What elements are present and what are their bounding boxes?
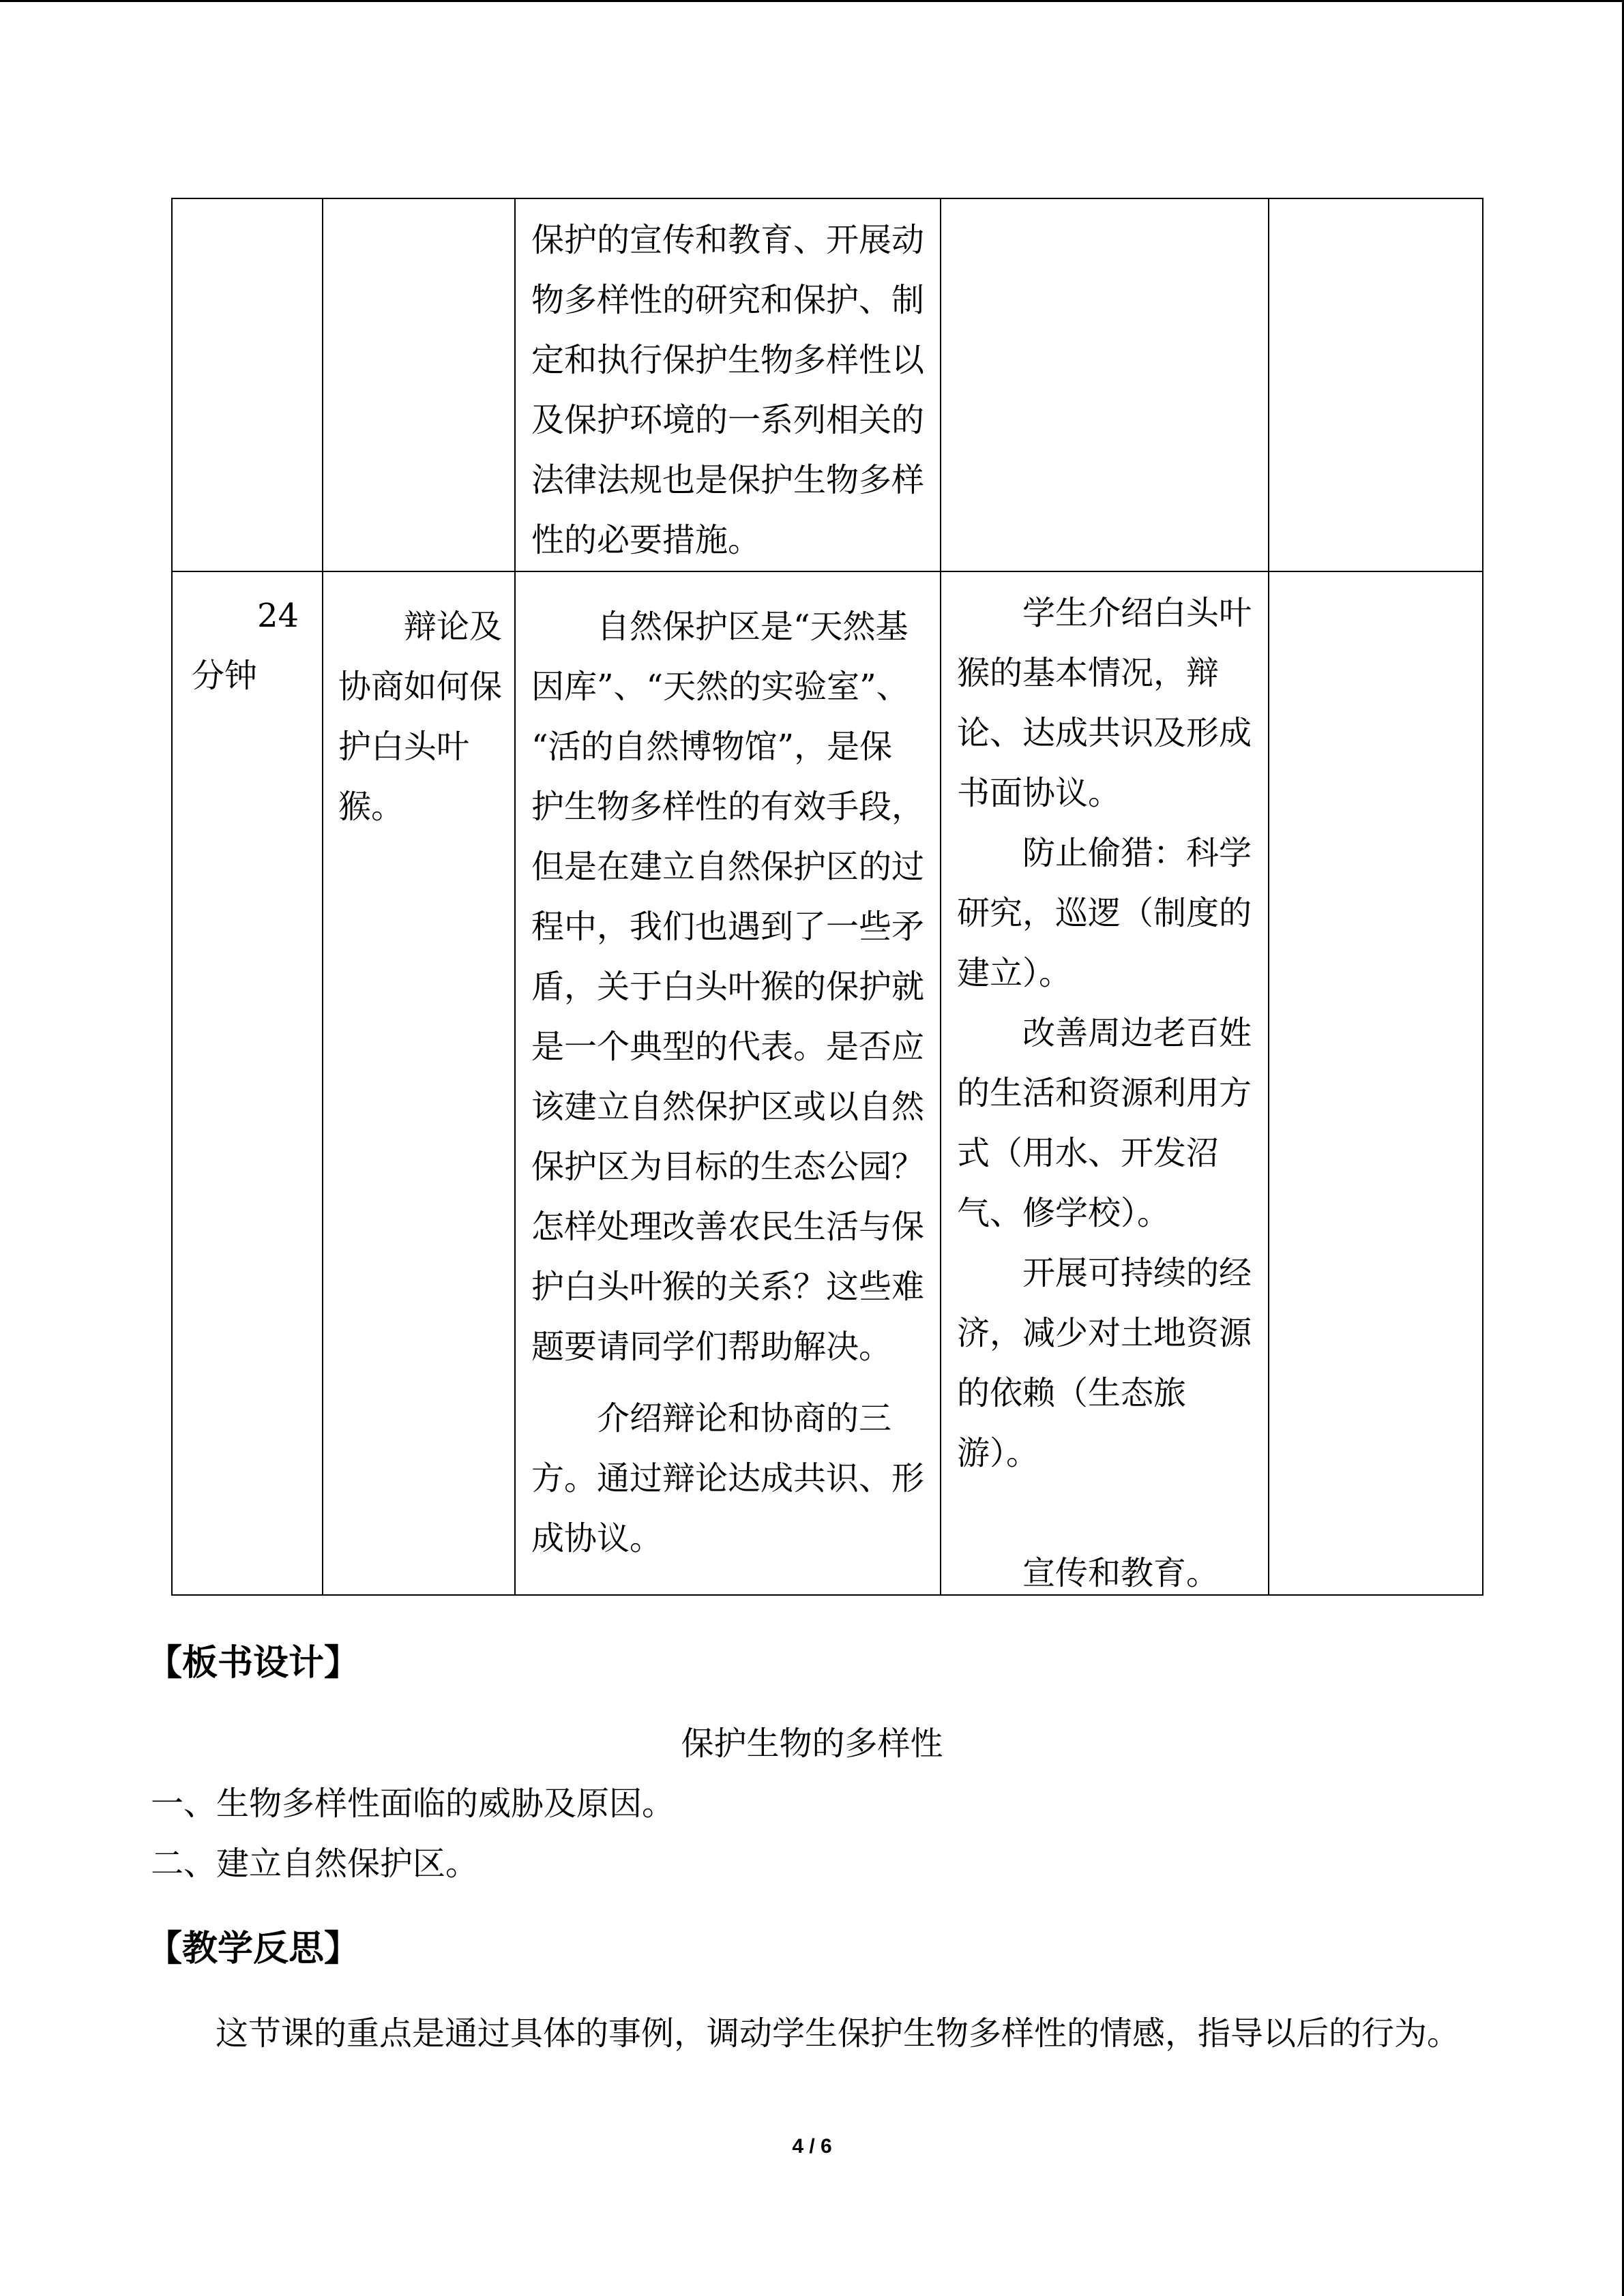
cell-content	[941, 572, 1268, 1594]
cell-text-line: 分钟	[192, 657, 258, 695]
cell-text-line: 题要请同学们帮助解决。	[531, 1328, 892, 1366]
cell-text-line: 程中，我们也遇到了一些矛	[531, 908, 925, 946]
cell-paragraph	[957, 1003, 1264, 1243]
cell-text-line: 方。通过辩论达成共识、形	[531, 1459, 925, 1497]
cell-text-line: 的生活和资源利用方	[957, 1074, 1252, 1112]
cell-text-line: 性的必要措施。	[531, 521, 761, 559]
cell-paragraph	[338, 597, 510, 837]
cell-text-line: 研究，巡逻（制度的	[957, 894, 1252, 932]
cell-content	[516, 572, 940, 1594]
cell-content	[1269, 199, 1482, 571]
cell-text-line: 保护区为目标的生态公园？	[531, 1148, 925, 1186]
cell-text-line: 自然保护区是“天然基	[597, 608, 909, 646]
board-design-heading: 【板书设计】	[147, 1642, 360, 1684]
cell-text-line: 盾，关于白头叶猴的保护就	[531, 968, 925, 1006]
cell-text-line: 成协议。	[531, 1519, 663, 1557]
cell-text-line: 辩论及	[404, 608, 503, 646]
table-cell-activity	[323, 198, 515, 571]
cell-text-line: 的依赖（生态旅	[957, 1374, 1187, 1412]
table-cell-time	[172, 198, 323, 571]
cell-text-line: 护白头叶	[338, 728, 470, 766]
table-cell-time	[172, 571, 323, 1595]
cell-paragraph	[531, 210, 936, 570]
cell-content	[173, 572, 322, 1594]
cell-text-line: 物多样性的研究和保护、制	[531, 281, 925, 319]
cell-text-line: 是一个典型的代表。是否应	[531, 1028, 925, 1066]
cell-content	[323, 572, 514, 1594]
cell-content	[1269, 572, 1482, 1594]
cell-text-line: 协商如何保	[338, 668, 503, 706]
cell-text-line: 开展可持续的经	[1022, 1254, 1252, 1292]
board-design-title: 保护生物的多样性	[681, 1725, 943, 1763]
cell-content	[516, 199, 940, 571]
cell-text-line: 保护的宣传和教育、开展动	[531, 221, 925, 259]
cell-text-line: 但是在建立自然保护区的过	[531, 848, 925, 886]
lesson-plan-table	[171, 198, 1483, 1596]
table-cell-activity	[323, 571, 515, 1595]
cell-text-line: 建立）。	[957, 954, 1072, 992]
cell-paragraph	[957, 1243, 1264, 1483]
table-cell-teacher	[515, 198, 941, 571]
board-design-item: 一、生物多样性面临的威胁及原因。	[151, 1785, 675, 1823]
cell-text-line: 济，减少对土地资源	[957, 1314, 1252, 1352]
cell-text-line: 及保护环境的一系列相关的	[531, 401, 925, 439]
cell-text-line: 24	[257, 597, 299, 635]
cell-text-line: 护生物多样性的有效手段，	[531, 788, 925, 826]
cell-text-line: 护白头叶猴的关系？这些难	[531, 1268, 925, 1306]
cell-text-line: 法律法规也是保护生物多样	[531, 461, 925, 499]
page-number: 4 / 6	[792, 2135, 832, 2158]
cell-content	[323, 199, 514, 571]
cell-text-line: 学生介绍白头叶	[1022, 594, 1252, 632]
cell-paragraph	[192, 586, 318, 706]
table-cell-teacher	[515, 571, 941, 1595]
cell-content	[173, 199, 322, 571]
table-row	[172, 198, 1483, 571]
reflection-text: 这节课的重点是通过具体的事例，调动学生保护生物多样性的情感，指导以后的行为。	[216, 2014, 1460, 2053]
cell-text-line: 介绍辩论和协商的三	[597, 1399, 892, 1437]
cell-text-line: “活的自然博物馆”，是保	[531, 728, 893, 766]
cell-text-line: 气、修学校）。	[957, 1194, 1170, 1232]
cell-text-line: 改善周边老百姓	[1022, 1014, 1252, 1052]
table-cell-notes	[1269, 571, 1483, 1595]
table-cell-notes	[1269, 198, 1483, 571]
cell-paragraph	[957, 823, 1264, 1003]
cell-text-line: 书面协议。	[957, 774, 1121, 812]
cell-text-line: 游）。	[957, 1434, 1039, 1472]
table-cell-student	[941, 198, 1269, 571]
cell-text-line: 怎样处理改善农民生活与保	[531, 1208, 925, 1246]
cell-text-line: 式（用水、开发沼	[957, 1134, 1220, 1172]
reflection-heading: 【教学反思】	[147, 1928, 360, 1969]
page-frame-top	[0, 0, 1624, 2]
cell-paragraph	[531, 1388, 936, 1568]
cell-text-line: 该建立自然保护区或以自然	[531, 1088, 925, 1126]
table-cell-student	[941, 571, 1269, 1595]
cell-paragraph	[957, 583, 1264, 823]
cell-content	[941, 199, 1268, 571]
cell-text-line: 猴。	[338, 788, 404, 826]
cell-paragraph	[957, 1543, 1264, 1603]
cell-text-line: 定和执行保护生物多样性以	[531, 341, 925, 379]
cell-text-line: 防止偷猎：科学	[1022, 834, 1252, 872]
cell-text-line: 猴的基本情况，辩	[957, 654, 1220, 692]
cell-text-line: 因库”、“天然的实验室”、	[531, 668, 909, 706]
board-design-item: 二、建立自然保护区。	[151, 1845, 479, 1883]
cell-text-line: 宣传和教育。	[1022, 1554, 1220, 1592]
table-row	[172, 571, 1483, 1595]
cell-text-line: 论、达成共识及形成	[957, 714, 1252, 752]
cell-paragraph	[531, 597, 936, 1377]
